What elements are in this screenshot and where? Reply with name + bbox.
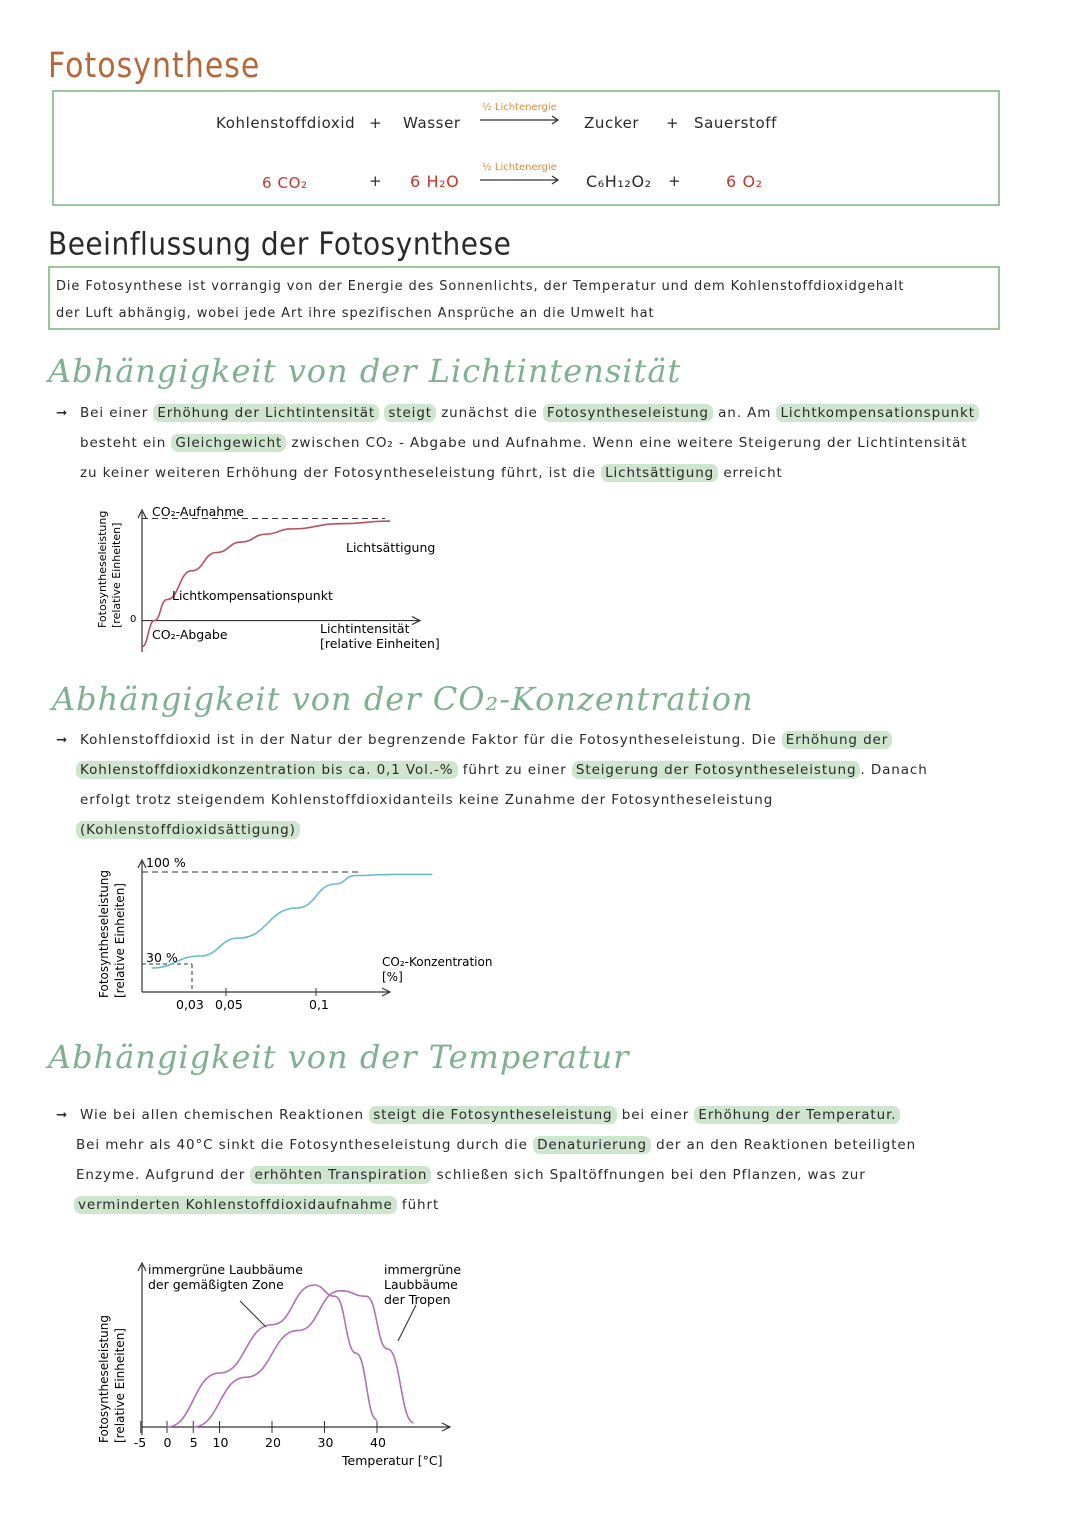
co2-heading: Abhängigkeit von der CO₂-Konzentration	[52, 680, 754, 718]
co2-line-2	[56, 755, 1046, 785]
intro-line-2: der Luft abhängig, wobei jede Art ihre spezifischen Ansprüche an die Umwelt hat	[56, 306, 655, 321]
equation-box	[52, 90, 1000, 206]
chart-light-xlabel-1: Lichtintensität	[320, 621, 410, 636]
chart-temp-tick-label: 30	[317, 1435, 334, 1450]
section-heading: Beeinflussung der Fotosynthese	[48, 226, 512, 263]
text: zu keiner weiteren Erhöhung der Fotosyntheseleistung führt, ist die	[80, 465, 602, 481]
text: führt zu einer	[457, 762, 572, 778]
eq-plus1: +	[369, 114, 383, 132]
text: an. Am	[712, 405, 777, 421]
highlight: Steigerung der Fotosyntheseleistung	[572, 761, 861, 779]
chart-co2-xlabel-1: CO₂-Konzentration	[382, 955, 493, 969]
light-paragraph	[56, 398, 1046, 488]
light-heading: Abhängigkeit von der Lichtintensität	[48, 352, 682, 390]
eq-formula-product2: 6 O₂	[726, 172, 763, 191]
highlight: erhöhten Transpiration	[250, 1166, 431, 1184]
co2-line-3: erfolgt trotz steigendem Kohlenstoffdioxidanteils keine Zunahme der Fotosyntheseleistung	[80, 792, 774, 808]
chart-temp-tick-label: 10	[212, 1435, 229, 1450]
chart-temp-ylabel-1: Fotosyntheseleistung	[97, 1315, 111, 1443]
arrow-bullet-icon: ➞	[56, 405, 69, 421]
eq-formula-plus2: +	[668, 172, 682, 190]
light-line-1	[56, 398, 1046, 428]
intro-box	[48, 266, 1000, 330]
eq-formula-energy-label: ½ Lichtenergie	[482, 162, 557, 173]
chart-temp-tick-label: 5	[189, 1435, 198, 1450]
chart-light-annot-saturation: Lichtsättigung	[346, 540, 436, 555]
temp-line-2	[56, 1130, 1046, 1160]
temp-line-4	[56, 1190, 1046, 1220]
chart-co2-xlabel-2: [%]	[382, 970, 403, 984]
eq-product2: Sauerstoff	[694, 114, 778, 132]
chart-temp-xlabel: Temperatur [°C]	[342, 1453, 443, 1468]
co2-line-1	[56, 725, 1046, 755]
light-line-3	[56, 458, 1046, 488]
eq-energy-text: Lichtenergie	[494, 102, 557, 113]
chart-light-ylabel-2: [relative Einheiten]	[110, 522, 123, 628]
text: . Danach	[860, 762, 928, 778]
arrow-bullet-icon: ➞	[56, 1107, 69, 1123]
chart-temp-tick-label: 20	[265, 1435, 281, 1450]
arrow-bullet-icon: ➞	[56, 732, 69, 748]
text: Enzyme. Aufgrund der	[76, 1167, 251, 1183]
temp-heading: Abhängigkeit von der Temperatur	[48, 1038, 630, 1076]
chart-temp-series-tropics	[193, 1291, 414, 1427]
chart-co2-ylabel-2: [relative Einheiten]	[113, 883, 127, 998]
chart-temp-series-temperate	[167, 1285, 377, 1427]
intro-line-1: Die Fotosynthese ist vorrangig von der Energie des Sonnenlichts, der Temperatur und dem Kohlenstoffdioxidgehalt	[56, 279, 905, 294]
chart-temp-tick-label: 0	[163, 1435, 172, 1450]
text: Wie bei allen chemischen Reaktionen	[80, 1107, 370, 1123]
chart-temp-tick-label: -5	[133, 1435, 147, 1450]
chart-co2-xtick-01: 0,1	[309, 997, 329, 1012]
light-line-2	[56, 428, 1046, 458]
highlight: steigt die Fotosyntheseleistung	[369, 1106, 616, 1124]
highlight: Gleichgewicht	[171, 434, 286, 452]
eq-reactant1: Kohlenstoffdioxid	[216, 114, 356, 132]
chart-temp-legend-tropics-3: der Tropen	[384, 1292, 451, 1307]
eq-formula-energy-text: Lichtenergie	[494, 162, 557, 173]
chart-light-y-bottom-label: CO₂-Abgabe	[152, 627, 228, 642]
text: Bei mehr als 40°C sinkt die Fotosyntheseleistung durch die	[76, 1137, 534, 1153]
highlight: Fotosyntheseleistung	[543, 404, 713, 422]
chart-light-y-top-label: CO₂-Aufnahme	[152, 504, 245, 519]
eq-plus2: +	[666, 114, 680, 132]
reaction-arrow-icon	[478, 114, 562, 126]
chart-co2-xtick-005: 0,05	[215, 997, 243, 1012]
text: Kohlenstoffdioxid ist in der Natur der begrenzende Faktor für die Fotosyntheseleistung. Die	[80, 732, 782, 748]
highlight: Lichtsättigung	[601, 464, 718, 482]
highlight: Erhöhung der	[782, 731, 892, 749]
highlight: Lichtkompensationspunkt	[776, 404, 978, 422]
eq-formula-reactant1: 6 CO₂	[262, 174, 308, 192]
chart-temp-leader-temperate	[240, 1301, 266, 1327]
text: Bei einer	[80, 405, 154, 421]
highlight: verminderten Kohlenstoffdioxidaufnahme	[74, 1196, 397, 1214]
chart-light-xlabel-2: [relative Einheiten]	[320, 636, 440, 651]
eq-formula-product1: C₆H₁₂O₂	[586, 172, 652, 191]
chart-temp	[90, 1255, 490, 1475]
chart-light-ylabel-1: Fotosyntheseleistung	[96, 510, 109, 628]
chart-co2-curve	[152, 874, 433, 968]
chart-co2-ytick-100: 100 %	[146, 855, 186, 870]
text: der an den Reaktionen beteiligten	[650, 1137, 917, 1153]
chart-co2-ytick-30: 30 %	[146, 950, 178, 965]
eq-reactant2: Wasser	[403, 114, 461, 132]
chart-temp-tick-label: 40	[370, 1435, 386, 1450]
chart-temp-legend-temperate-1: immergrüne Laubbäume	[148, 1262, 303, 1277]
chart-light-annot-compensation: Lichtkompensationspunkt	[172, 588, 333, 603]
text: erreicht	[718, 465, 783, 481]
chart-light	[90, 500, 470, 660]
temp-line-3	[56, 1160, 1046, 1190]
chart-temp-leader-tropics	[398, 1305, 416, 1341]
chart-temp-legend-tropics-1: immergrüne	[384, 1262, 462, 1277]
highlight: Erhöhung der Lichtintensität	[153, 404, 379, 422]
chart-temp-legend-tropics-2: Laubbäume	[384, 1277, 458, 1292]
chart-co2-xtick-003: 0,03	[176, 997, 204, 1012]
reaction-arrow-icon	[478, 174, 562, 186]
highlight: Erhöhung der Temperatur.	[694, 1106, 900, 1124]
eq-formula-reactant2: 6 H₂O	[410, 172, 460, 191]
page-title: Fotosynthese	[48, 46, 261, 87]
temp-line-1	[56, 1100, 1046, 1130]
temp-paragraph	[56, 1100, 1046, 1220]
highlight: Denaturierung	[533, 1136, 651, 1154]
highlight: steigt	[384, 404, 436, 422]
chart-light-zero-label: 0	[130, 614, 137, 625]
eq-formula-plus1: +	[369, 172, 383, 190]
eq-energy-label: ½ Lichtenergie	[482, 102, 557, 113]
text: führt	[396, 1197, 440, 1213]
chart-co2	[90, 852, 493, 1020]
co2-line-4: (Kohlenstoffdioxidsättigung)	[76, 821, 300, 839]
text: bei einer	[616, 1107, 695, 1123]
chart-temp-legend-temperate-2: der gemäßigten Zone	[148, 1277, 284, 1292]
eq-product1: Zucker	[584, 114, 640, 132]
text: besteht ein	[80, 435, 172, 451]
highlight: Kohlenstoffdioxidkonzentration bis ca. 0,1 Vol.-%	[76, 761, 458, 779]
text: schließen sich Spaltöffnungen bei den Pflanzen, was zur	[431, 1167, 866, 1183]
chart-co2-ylabel-1: Fotosyntheseleistung	[97, 870, 111, 998]
text: zwischen CO₂ - Abgabe und Aufnahme. Wenn eine weitere Steigerung der Lichtintensität	[286, 435, 968, 451]
chart-temp-ylabel-2: [relative Einheiten]	[113, 1328, 127, 1443]
co2-paragraph	[56, 725, 1046, 845]
text: zunächst die	[436, 405, 543, 421]
